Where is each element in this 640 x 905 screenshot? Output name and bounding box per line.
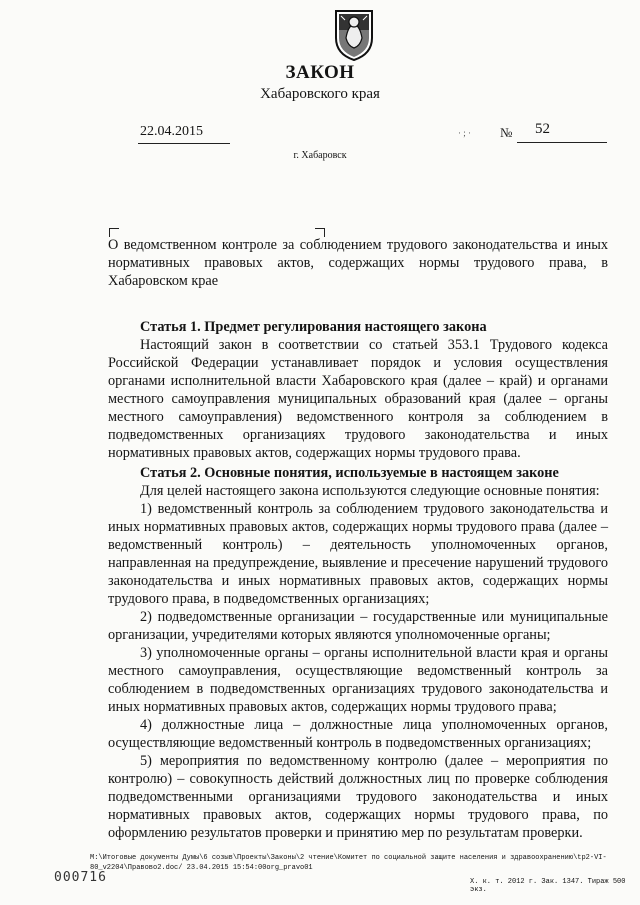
article-1-body	[108, 336, 608, 462]
document-title: ЗАКОН	[285, 62, 355, 83]
date-underline	[138, 143, 230, 144]
article-2-paragraph-3: 3) уполномоченные органы – органы исполнительной власти края и органы местного самоуправления, осуществляющие ведомственный контроль за соблюдением в подведомственных организациях трудового законодательства и иных нормативных правовых актов, содержащих нормы трудового права;	[108, 645, 608, 715]
document-number: 52	[535, 121, 550, 137]
print-info: Х. к. т. 2012 г. Зак. 1347. Тираж 500 экз.	[470, 878, 626, 894]
document-region: Хабаровского края	[260, 86, 380, 102]
article-2-paragraph-4: 4) должностные лица – должностные лица уполномоченных органов, осуществляющие ведомственный контроль в подведомственных организациях;	[108, 717, 608, 751]
article-2-body	[108, 482, 608, 842]
coat-of-arms-emblem	[333, 8, 375, 62]
handwritten-mark: · ; ·	[458, 128, 471, 138]
document-city: г. Хабаровск	[293, 150, 347, 161]
article-2-paragraph-2: 2) подведомственные организации – государственные или муниципальные организации, учредителями которых являются уполномоченные органы;	[108, 609, 608, 643]
article-2-paragraph-1: 1) ведомственный контроль за соблюдением трудового законодательства и иных нормативных правовых актов, содержащих нормы трудового права (далее – ведомственный контроль) – деятельность уполномоченных органов, направленная на предупреждение, выявление и пресечение нарушений трудового законодательства и иных нормативных правовых актов, содержащих нормы трудового права, в подведомственных организациях;	[108, 501, 608, 607]
document-date: 22.04.2015	[140, 124, 203, 139]
number-sign: №	[500, 125, 513, 140]
article-2-paragraph-intro: Для целей настоящего закона используются следующие основные понятия:	[140, 483, 600, 499]
registration-stamp: 000716	[54, 870, 107, 885]
law-subject: О ведомственном контроле за соблюдением трудового законодательства и иных нормативных правовых актов, содержащих нормы трудового права, в Хабаровском крае	[108, 237, 608, 289]
file-path-line-1: M:\Итоговые документы Думы\6 созыв\Проекты\Законы\2 чтение\Комитет по социальной защите населения и здравоохранению\tp2-VI-	[90, 854, 607, 862]
article-2-paragraph-5: 5) мероприятия по ведомственному контролю (далее – мероприятия по контролю) – совокупность действий должностных лиц по проверке соблюдения подведомственными организациями трудового законодательства и иных нормативных правовых актов, содержащих нормы трудового права, по оформлению результатов проверки и принятию мер по результатам проверки.	[108, 753, 608, 841]
article-1-paragraph: Настоящий закон в соответствии со статьей 353.1 Трудового кодекса Российской Федерации устанавливает порядок и условия осуществления органами исполнительной власти Хабаровского края (далее – край) и органами местного самоуправления муниципальных образований края (далее – органы местного самоуправления) ведомственного контроля за соблюдением в подведомственных организациях трудового законодательства и иных нормативных правовых актов, содержащих нормы трудового права.	[108, 337, 608, 461]
article-2-heading: Статья 2. Основные понятия, используемые в настоящем законе	[140, 465, 559, 481]
article-1-heading: Статья 1. Предмет регулирования настоящего закона	[140, 319, 487, 335]
file-path-line-2: 80_v2204\Правово2.doc/ 23.04.2015 15:54:00org_pravo01	[90, 864, 313, 872]
number-underline	[517, 142, 607, 143]
file-path-footer	[90, 853, 620, 873]
